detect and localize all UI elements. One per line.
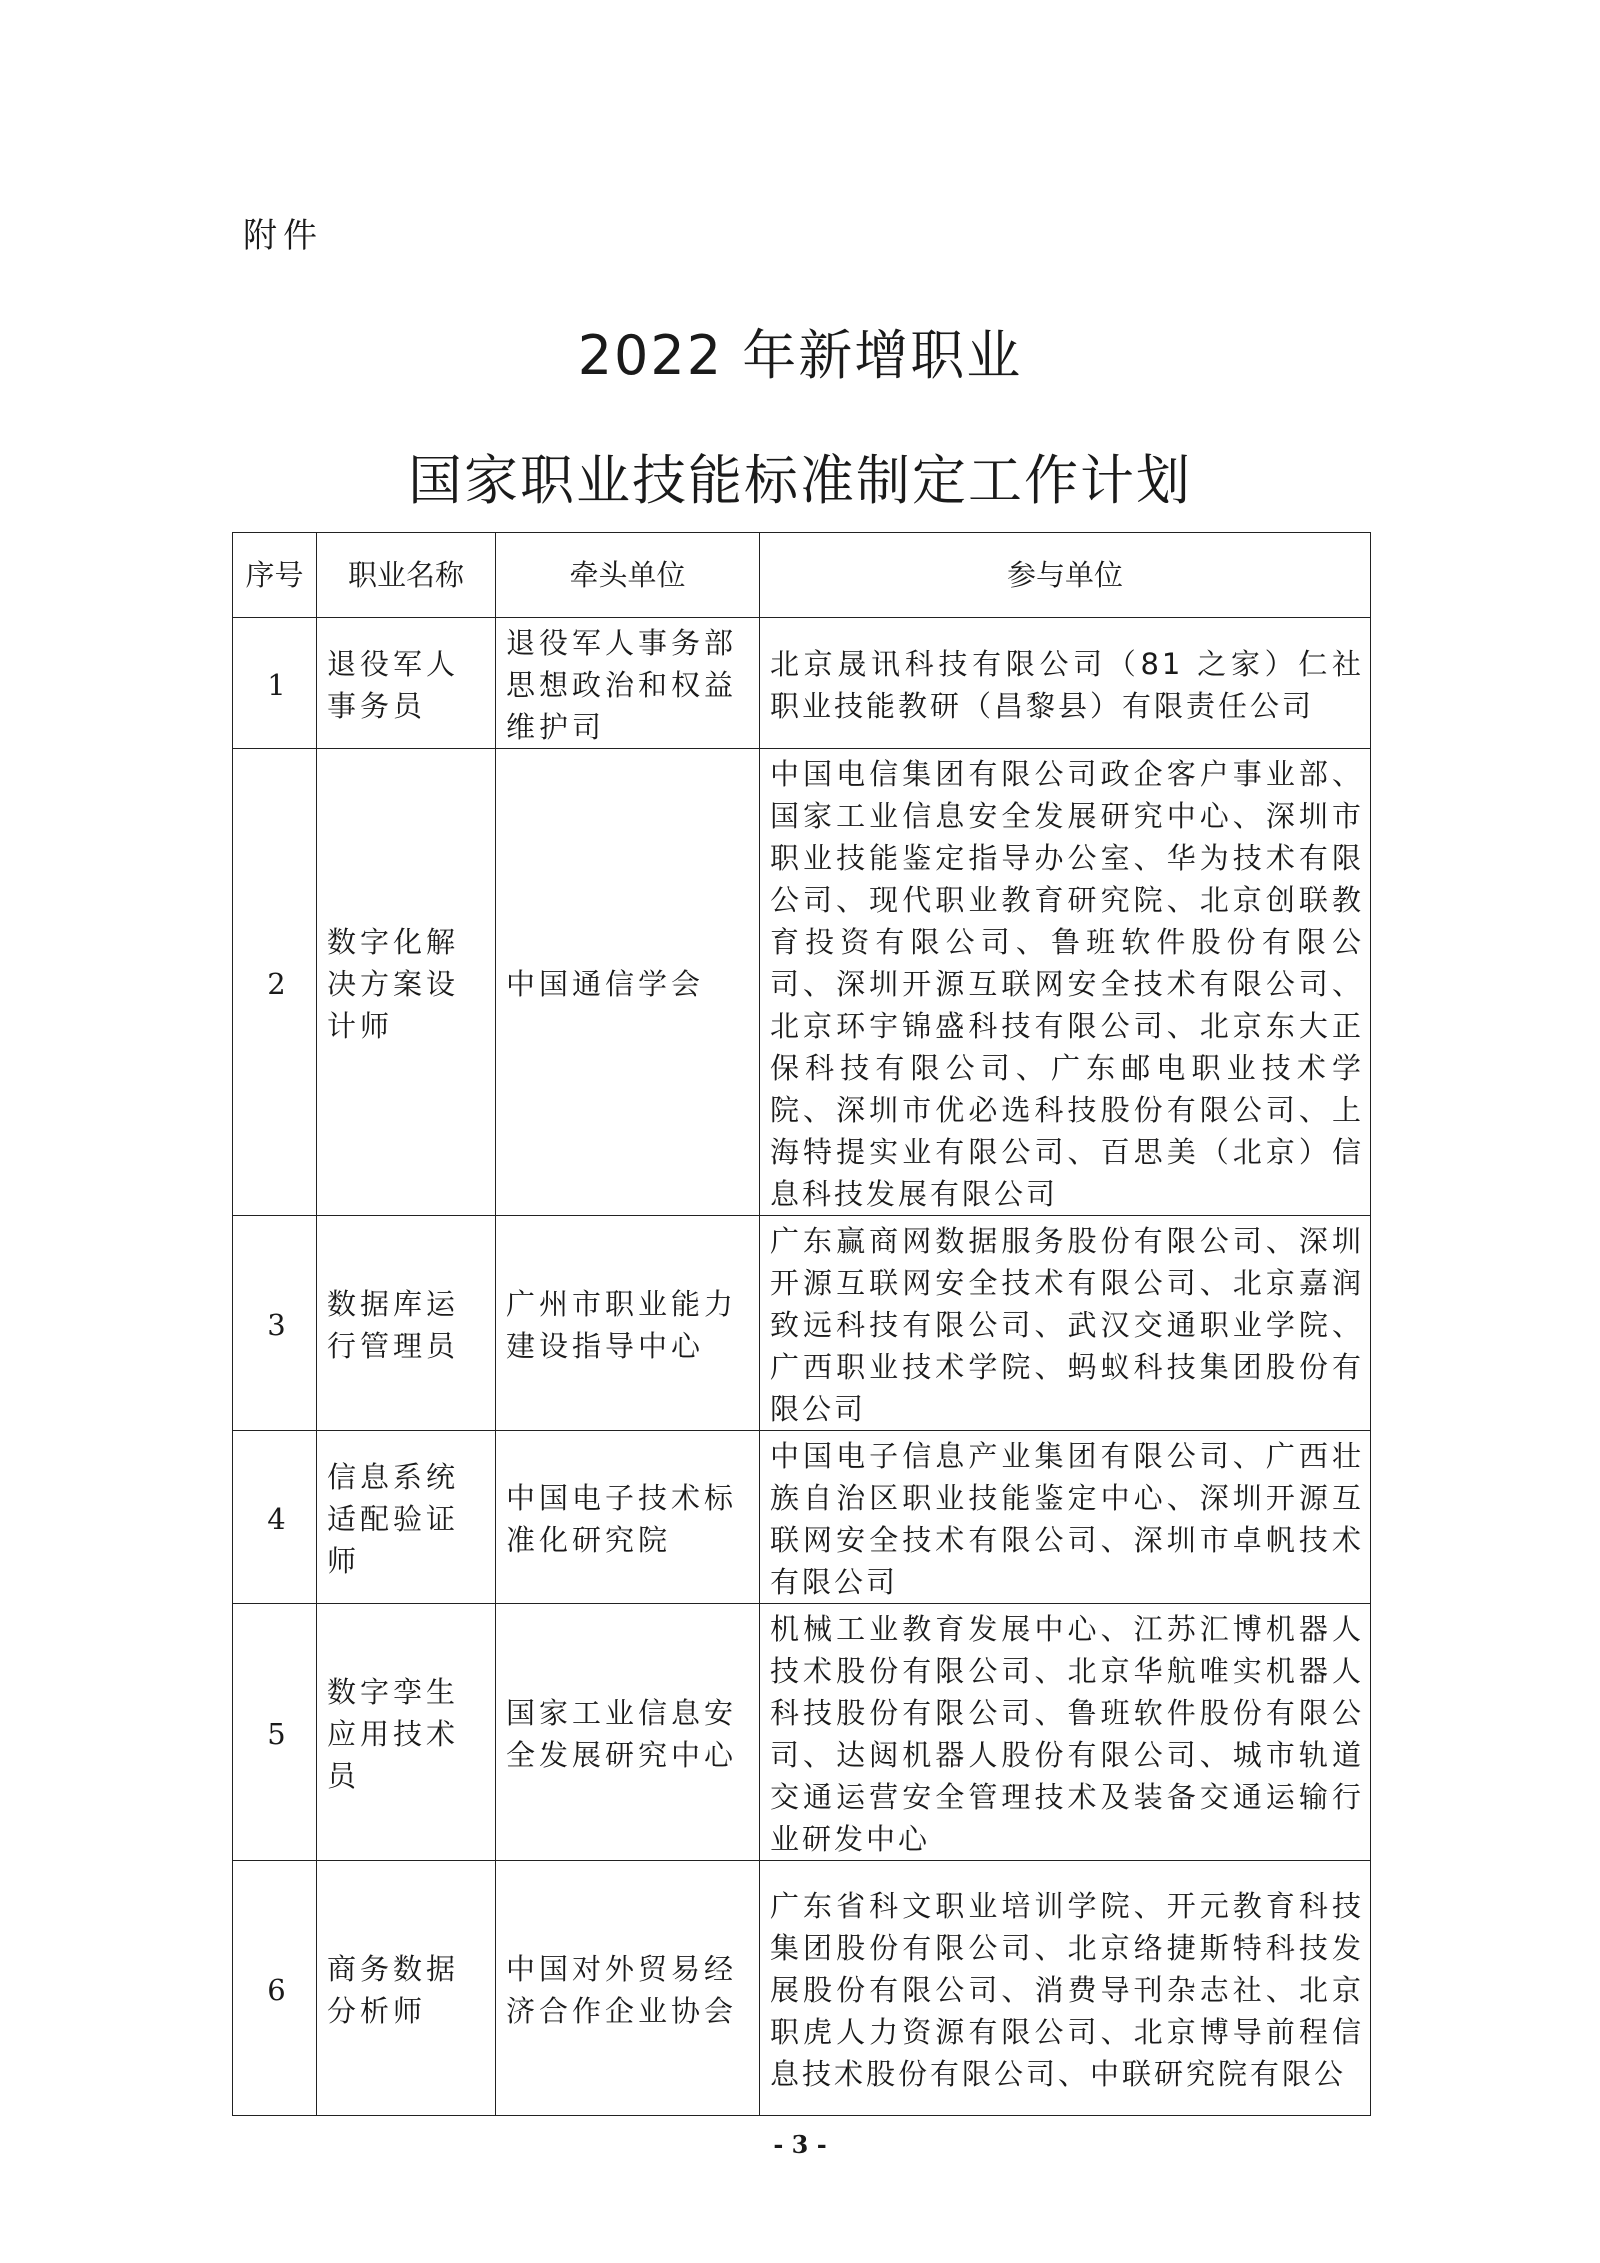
- table-row: [233, 618, 1371, 749]
- row-lead-unit: 中国通信学会: [496, 749, 760, 1216]
- row-occupation-name: 商务数据分析师: [317, 1861, 496, 2116]
- table-row: [233, 1431, 1371, 1604]
- row-participating-units: 广东赢商网数据服务股份有限公司、深圳开源互联网安全技术有限公司、北京嘉润致远科技有限公司、武汉交通职业学院、广西职业技术学院、蚂蚁科技集团股份有限公司: [760, 1216, 1371, 1431]
- table-header-row: [233, 533, 1371, 618]
- row-lead-unit: 中国对外贸易经济合作企业协会: [496, 1861, 760, 2116]
- document-title-line-2: 国家职业技能标准制定工作计划: [408, 449, 1192, 512]
- row-occupation-name: 信息系统适配验证师: [317, 1431, 496, 1604]
- row-occupation-name: 退役军人事务员: [317, 618, 496, 749]
- row-occupation-name: 数字孪生应用技术员: [317, 1604, 496, 1861]
- row-seq: 3: [233, 1216, 317, 1431]
- header-participating-units: 参与单位: [760, 533, 1371, 618]
- table-row: [233, 1604, 1371, 1861]
- row-participating-units: 中国电信集团有限公司政企客户事业部、国家工业信息安全发展研究中心、深圳市职业技能鉴定指导办公室、华为技术有限公司、现代职业教育研究院、北京创联教育投资有限公司、鲁班软件股份有限公司、深圳开源互联网安全技术有限公司、北京环宇锦盛科技有限公司、北京东大正保科技有限公司、广东邮电职业技术学院、深圳市优必选科技股份有限公司、上海特提实业有限公司、百思美（北京）信息科技发展有限公司: [760, 749, 1371, 1216]
- table-row: [233, 1861, 1371, 2116]
- occupation-standards-table: [232, 532, 1371, 2116]
- attachment-label: 附件: [243, 216, 323, 256]
- row-participating-units: 广东省科文职业培训学院、开元教育科技集团股份有限公司、北京络捷斯特科技发展股份有限公司、消费导刊杂志社、北京职虎人力资源有限公司、北京博导前程信息技术股份有限公司、中联研究院有限公: [760, 1861, 1371, 2116]
- row-seq: 5: [233, 1604, 317, 1861]
- row-seq: 1: [233, 618, 317, 749]
- page-number: - 3 -: [773, 2130, 827, 2159]
- header-lead-unit: 牵头单位: [496, 533, 760, 618]
- row-lead-unit: 退役军人事务部思想政治和权益维护司: [496, 618, 760, 749]
- row-lead-unit: 广州市职业能力建设指导中心: [496, 1216, 760, 1431]
- header-occupation-name: 职业名称: [317, 533, 496, 618]
- document-title-line-1: 2022 年新增职业: [577, 324, 1023, 387]
- row-participating-units: 中国电子信息产业集团有限公司、广西壮族自治区职业技能鉴定中心、深圳开源互联网安全技术有限公司、深圳市卓帆技术有限公司: [760, 1431, 1371, 1604]
- row-lead-unit: 国家工业信息安全发展研究中心: [496, 1604, 760, 1861]
- row-seq: 2: [233, 749, 317, 1216]
- table-row: [233, 1216, 1371, 1431]
- row-lead-unit: 中国电子技术标准化研究院: [496, 1431, 760, 1604]
- row-occupation-name: 数据库运行管理员: [317, 1216, 496, 1431]
- row-seq: 6: [233, 1861, 317, 2116]
- header-seq: 序号: [233, 533, 317, 618]
- row-occupation-name: 数字化解决方案设计师: [317, 749, 496, 1216]
- row-seq: 4: [233, 1431, 317, 1604]
- table-row: [233, 749, 1371, 1216]
- row-participating-units: 北京晟讯科技有限公司（81 之家）仁社职业技能教研（昌黎县）有限责任公司: [760, 618, 1371, 749]
- row-participating-units: 机械工业教育发展中心、江苏汇博机器人技术股份有限公司、北京华航唯实机器人科技股份有限公司、鲁班软件股份有限公司、达闼机器人股份有限公司、城市轨道交通运营安全管理技术及装备交通运输行业研发中心: [760, 1604, 1371, 1861]
